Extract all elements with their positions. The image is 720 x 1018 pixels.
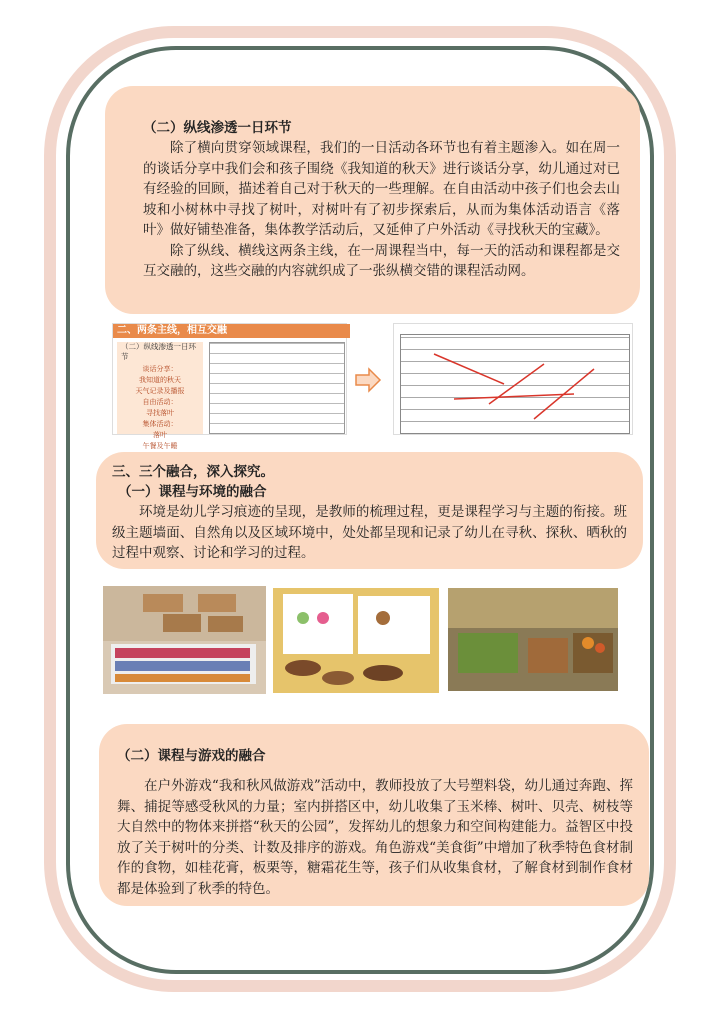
section-one-paragraph-1: 除了横向贯穿领域课程，我们的一日活动各环节也有着主题渗入。如在周一的谈话分享中我们会和孩子围绕《我知道的秋天》进行谈话分享，幼儿通过对已有经验的回顾，描述着自己对于秋天的一些理解。在自由活动中孩子们也会去山坡和小树林中寻找了树叶，对树叶有了初步探索后，从而为集体活动语言《落叶》做好铺垫准备，集体教学活动后，又延伸了户外活动《寻找秋天的宝藏》。	[143, 140, 620, 238]
red-annotation-arrows	[394, 324, 634, 436]
section-three-card	[99, 724, 649, 906]
diagram-item: 午餐及午睡	[142, 442, 178, 450]
diagram-item: 寻找落叶	[146, 409, 174, 417]
classroom-wall-photo	[103, 586, 266, 694]
nature-corner-photo	[448, 588, 618, 691]
leaf-craft-board-photo	[273, 588, 439, 693]
section-two-card	[96, 452, 643, 569]
diagram-item: 我知道的秋天	[139, 376, 181, 384]
diagram-sidebar-header: （二）纵线渗透一日环节	[121, 342, 196, 361]
section-two-heading: 三、三个融合，深入探究。	[112, 464, 274, 480]
diagram-item: 天气记录及播报	[135, 387, 185, 395]
section-one-card	[105, 86, 640, 314]
diagram-item: 集体活动：	[142, 420, 178, 428]
diagram-band-title: 二、两条主线，相互交融	[113, 324, 350, 338]
diagram-item: 落叶	[153, 431, 167, 439]
diagram-item: 自由活动：	[142, 398, 178, 406]
schedule-table-thumbnail	[209, 342, 345, 434]
section-one-paragraph-2: 除了纵线、横线这两条主线，在一周课程当中，每一天的活动和课程都是交互交融的，这些交融的内容就织成了一张纵横交错的课程活动网。	[143, 242, 620, 279]
diagram-sidebar	[117, 342, 203, 450]
section-two-paragraph: 环境是幼儿学习痕迹的呈现，是教师的梳理过程，更是课程学习与主题的衔接。班级主题墙面、自然角以及区域环境中，处处都呈现和记录了幼儿在寻秋、探秋、晒秋的过程中观察、讨论和学习的过程。	[112, 504, 627, 561]
weekly-plan-table-image	[393, 323, 633, 435]
section-three-paragraph: 在户外游戏“我和秋风做游戏”活动中，教师投放了大号塑料袋，幼儿通过奔跑、挥舞、捕捉等感受秋风的力量；室内拼搭区中，幼儿收集了玉米棒、树叶、贝壳、树枝等大自然中的物体来拼搭“秋天的公园”，发挥幼儿的想象力和空间构建能力。益智区中投放了关于树叶的分类、计数及排序的游戏。角色游戏“美食街”中增加了秋季特色食材制作的食物，如桂花膏，板栗等，糖霜花生等，孩子们从收集食材，了解食材到制作食材都是体验到了秋季的特色。	[117, 778, 633, 897]
diagram-item: 谈话分享：	[142, 365, 178, 373]
right-arrow-icon	[355, 367, 381, 393]
section-one-heading: （二）纵线渗透一日环节	[143, 120, 292, 136]
curriculum-diagram-image	[112, 323, 347, 450]
section-two-subheading: （一）课程与环境的融合	[118, 484, 267, 500]
section-three-heading: （二）课程与游戏的融合	[117, 748, 266, 764]
